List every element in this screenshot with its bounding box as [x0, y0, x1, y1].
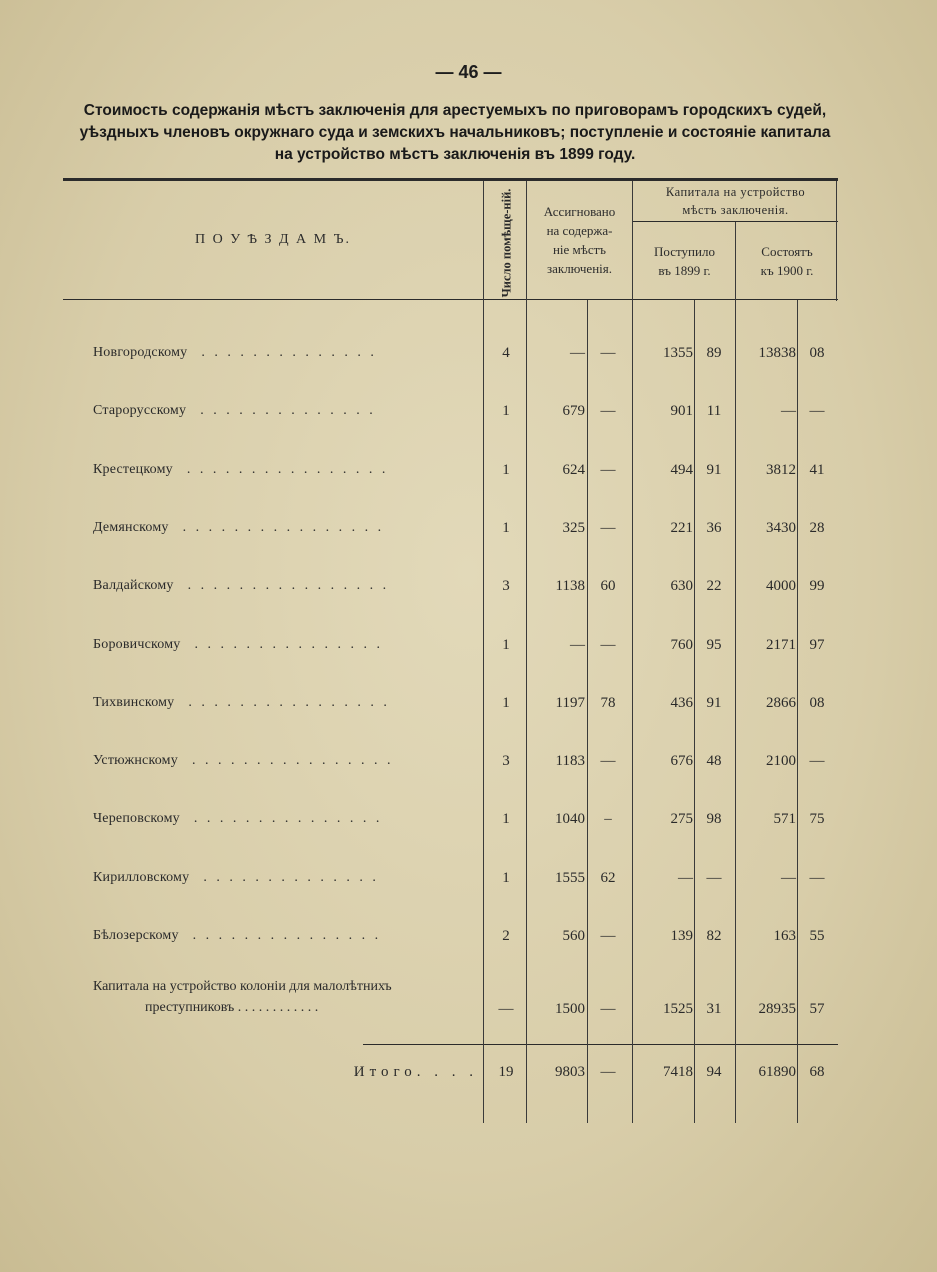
- capital-header-line: Капитала на устройство: [665, 185, 806, 199]
- assigned-kop-cell: —: [600, 636, 616, 653]
- state-header-line: къ 1900 г.: [760, 263, 814, 278]
- received-rub-cell: 221: [670, 519, 693, 536]
- state-kop-cell: —: [809, 753, 825, 770]
- count-header-text: Число помѣще-ній.: [499, 188, 513, 298]
- colony-name-line: преступниковъ . . . . . . . . . . . .: [145, 1000, 319, 1015]
- received-rub-cell: 275: [670, 811, 693, 828]
- received-kop-cell: 11: [706, 403, 722, 420]
- count-cell: 4: [502, 345, 510, 361]
- table-row: [63, 863, 838, 893]
- received-rub-cell: 1525: [663, 1001, 693, 1017]
- count-cell: 2: [502, 928, 510, 944]
- table-row-total: [63, 1057, 838, 1087]
- district-name-text: Старорусскому: [93, 403, 187, 419]
- leader-dots: . . . . . . . . . . . . . . . .: [191, 753, 394, 769]
- received-rub-cell: —: [678, 869, 693, 886]
- district-name: [93, 863, 478, 893]
- district-header: П О У Ѣ З Д А М Ъ.: [194, 232, 352, 247]
- page-number: — 46 —: [435, 62, 502, 82]
- page-title: [55, 100, 855, 166]
- state-rub-cell: 571: [773, 811, 796, 828]
- district-name-text: Новгородскому: [93, 345, 188, 360]
- received-kop-cell: 36: [706, 519, 722, 536]
- district-name: [93, 746, 478, 776]
- header-bottom-rule: [63, 299, 838, 300]
- assigned-rub-cell: 325: [562, 519, 585, 536]
- title-line: уѣздныхъ членовъ окружнаго суда и земскихъ начальниковъ; поступленіе и состояніе капитала: [79, 124, 831, 141]
- assigned-rub-cell: 1183: [555, 753, 585, 770]
- state-rub-cell: —: [781, 869, 796, 886]
- assigned-kop-cell: —: [600, 403, 616, 420]
- state-header: [736, 242, 838, 280]
- state-kop-cell: 57: [809, 1001, 825, 1017]
- assigned-header: [527, 202, 632, 278]
- state-rub-cell: 61890: [758, 1064, 796, 1080]
- leader-dots: . . . . . . . . . . . . . . .: [194, 636, 383, 652]
- capital-header-line: мѣстъ заключенія.: [682, 203, 789, 217]
- district-name-text: Боровичскому: [93, 636, 181, 652]
- received-kop-cell: 95: [706, 636, 722, 653]
- received-rub-cell: 901: [670, 403, 693, 420]
- assigned-rub-cell: 1040: [555, 811, 585, 828]
- received-rub-cell: 494: [670, 461, 693, 478]
- district-name-text: Демянскому: [93, 519, 169, 535]
- assigned-rub-cell: 1197: [555, 694, 585, 711]
- state-rub-cell: 4000: [766, 578, 796, 595]
- state-kop-cell: 08: [809, 694, 825, 711]
- state-rub-cell: 28935: [758, 1001, 796, 1017]
- leader-dots: . . . . . . . . . . . . . .: [200, 403, 376, 419]
- colony-name-line: Капитала на устройство колоніи для малолѣтнихъ: [93, 979, 392, 994]
- state-kop-cell: 75: [809, 811, 825, 828]
- leader-dots: . . . . . . . . . . . . . . . .: [187, 578, 390, 594]
- assigned-kop-cell: 60: [600, 578, 616, 595]
- district-name: [93, 804, 478, 834]
- received-kop-cell: 48: [706, 753, 722, 770]
- district-name-text: Крестецкому: [93, 461, 173, 477]
- assigned-kop-cell: –: [604, 811, 612, 828]
- title-line: на устройство мѣстъ заключенія въ 1899 году.: [274, 146, 636, 163]
- state-kop-cell: 55: [809, 928, 825, 944]
- received-rub-cell: 7418: [663, 1064, 693, 1080]
- district-name-text: Череповскому: [93, 811, 180, 827]
- district-name-text: Бѣлозерскому: [93, 928, 179, 943]
- table-row: [63, 804, 838, 834]
- state-rub-cell: 3812: [766, 461, 796, 478]
- received-rub-cell: 139: [670, 928, 693, 944]
- assigned-header-line: Ассигновано: [543, 204, 616, 219]
- count-cell: 1: [502, 869, 510, 886]
- received-kop-cell: 22: [706, 578, 722, 595]
- table-row: [63, 455, 838, 485]
- assigned-rub-cell: 624: [562, 461, 585, 478]
- count-cell: 3: [502, 753, 510, 770]
- table-row: [63, 338, 838, 368]
- assigned-kop-cell: —: [600, 1001, 616, 1017]
- received-rub-cell: 676: [670, 753, 693, 770]
- assigned-rub-cell: 1555: [555, 869, 585, 886]
- received-kop-cell: —: [706, 869, 722, 886]
- state-kop-cell: 99: [809, 578, 825, 595]
- table-row: [63, 921, 838, 951]
- assigned-kop-cell: —: [600, 1064, 616, 1080]
- state-rub-cell: 13838: [758, 345, 796, 361]
- leader-dots: . . . . . . . . . . . . . . . .: [188, 694, 390, 710]
- capital-header: [633, 183, 838, 219]
- leader-dots: . . . . . . . . . . . . . . .: [192, 928, 382, 943]
- colony-name: [93, 976, 478, 1018]
- district-name-text: Валдайскому: [93, 578, 174, 594]
- state-kop-cell: 28: [809, 519, 825, 536]
- state-kop-cell: —: [809, 403, 825, 420]
- received-rub-cell: 436: [670, 694, 693, 711]
- district-name: [93, 921, 478, 951]
- statistics-table: [63, 178, 838, 1126]
- district-name-text: Кирилловскому: [93, 869, 190, 885]
- title-line: Стоимость содержанія мѣстъ заключенія для арестуемыхъ по приговорамъ городскихъ судей,: [83, 102, 827, 119]
- count-cell: 1: [502, 636, 510, 653]
- received-kop-cell: 31: [706, 1001, 722, 1017]
- count-cell: 3: [502, 578, 510, 595]
- assigned-rub-cell: 560: [562, 928, 585, 944]
- assigned-rub-cell: 9803: [555, 1064, 585, 1080]
- table-top-rule: [63, 178, 838, 181]
- received-rub-cell: 630: [670, 578, 693, 595]
- state-rub-cell: 2171: [766, 636, 796, 653]
- assigned-rub-cell: —: [570, 636, 585, 653]
- assigned-rub-cell: —: [570, 345, 585, 361]
- leader-dots: . . . . . . . . . . . . . . . .: [182, 519, 385, 535]
- table-row: [63, 688, 838, 718]
- state-header-line: Состоятъ: [761, 244, 813, 259]
- assigned-kop-cell: —: [600, 345, 616, 361]
- district-name: [93, 513, 478, 543]
- state-rub-cell: —: [781, 403, 796, 420]
- district-name: [93, 455, 478, 485]
- district-name: [93, 688, 478, 718]
- table-row: [63, 630, 838, 660]
- state-kop-cell: —: [809, 869, 825, 886]
- district-name: [93, 396, 478, 426]
- received-kop-cell: 94: [706, 1064, 722, 1080]
- assigned-rub-cell: 1138: [555, 578, 585, 595]
- count-cell: —: [498, 1001, 514, 1017]
- table-row: [63, 513, 838, 543]
- received-kop-cell: 98: [706, 811, 722, 828]
- state-kop-cell: 08: [809, 345, 825, 361]
- count-cell: 19: [498, 1064, 514, 1080]
- received-header: [633, 242, 736, 280]
- state-rub-cell: 2866: [766, 694, 796, 711]
- district-name: [93, 630, 478, 660]
- leader-dots: . . . . . . . . . . . . . .: [203, 869, 379, 885]
- table-row: [63, 396, 838, 426]
- received-header-line: Поступило: [654, 244, 715, 259]
- count-cell: 1: [502, 694, 510, 711]
- total-label: Итого. . . .: [353, 1064, 478, 1080]
- assigned-header-line: заключенія.: [546, 261, 613, 276]
- state-kop-cell: 97: [809, 636, 825, 653]
- district-name-text: Устюжнскому: [93, 753, 178, 769]
- table-row: [63, 746, 838, 776]
- state-kop-cell: 41: [809, 461, 825, 478]
- leader-dots: . . . . . . . . . . . . . .: [201, 345, 377, 360]
- received-rub-cell: 760: [670, 636, 693, 653]
- received-rub-cell: 1355: [663, 345, 693, 361]
- district-name: [93, 571, 478, 601]
- count-cell: 1: [502, 811, 510, 828]
- received-kop-cell: 89: [706, 345, 722, 361]
- table-row: [63, 571, 838, 601]
- assigned-kop-cell: —: [600, 519, 616, 536]
- count-header: [484, 188, 528, 298]
- received-kop-cell: 91: [706, 461, 722, 478]
- state-rub-cell: 163: [773, 928, 796, 944]
- count-cell: 1: [502, 519, 510, 536]
- state-kop-cell: 68: [809, 1064, 825, 1080]
- assigned-kop-cell: —: [600, 753, 616, 770]
- assigned-kop-cell: 78: [600, 694, 616, 711]
- state-rub-cell: 2100: [766, 753, 796, 770]
- assigned-header-line: ніе мѣстъ: [552, 242, 607, 257]
- leader-dots: . . . . . . . . . . . . . . .: [193, 811, 383, 827]
- count-cell: 1: [502, 461, 510, 478]
- state-rub-cell: 3430: [766, 519, 796, 536]
- assigned-kop-cell: 62: [600, 869, 616, 886]
- assigned-kop-cell: —: [600, 928, 616, 944]
- table-row-colony: [63, 976, 838, 1026]
- received-kop-cell: 82: [706, 928, 722, 944]
- total-rule: [363, 1044, 838, 1045]
- district-name: [93, 338, 478, 368]
- assigned-header-line: на содержа-: [546, 223, 613, 238]
- assigned-rub-cell: 679: [562, 403, 585, 420]
- district-name-text: Тихвинскому: [93, 694, 175, 710]
- received-header-line: въ 1899 г.: [658, 263, 711, 278]
- assigned-kop-cell: —: [600, 461, 616, 478]
- assigned-rub-cell: 1500: [555, 1001, 585, 1017]
- count-cell: 1: [502, 403, 510, 420]
- leader-dots: . . . . . . . . . . . . . . . .: [186, 461, 389, 477]
- received-kop-cell: 91: [706, 694, 722, 711]
